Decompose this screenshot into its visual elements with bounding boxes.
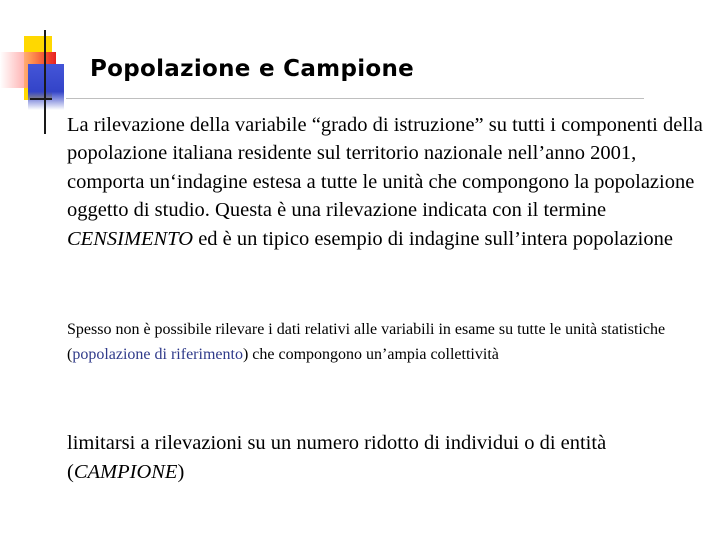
paragraph-census-tail: ed è un tipico esempio di indagine sull’intera popolazione	[193, 227, 673, 250]
decor-vertical-line	[44, 30, 46, 134]
paragraph-reference-tail: ) che compongono un’ampia collettività	[242, 345, 499, 363]
decor-blue-square	[28, 64, 64, 110]
title-divider	[66, 98, 644, 99]
paragraph-reference-population	[67, 318, 707, 367]
slide-title: Popolazione e Campione	[90, 56, 415, 82]
census-term: CENSIMENTO	[67, 227, 194, 250]
paragraph-census-text: La rilevazione della variabile “grado di istruzione” su tutti i componenti della popolazione italiana residente sul territorio nazionale nell’anno 2001, comporta un‘indagine estesa a tutte le unità che compongono la popolazione oggetto di studio. Questa è una rilevazione indicata con il termine	[67, 114, 703, 222]
paragraph-sample	[67, 429, 712, 487]
paragraph-reference-text: Spesso non è possibile rilevare i dati relativi alle variabili in esame su tutte le unità statistiche (	[67, 321, 666, 363]
sample-term: CAMPIONE	[73, 461, 178, 483]
paragraph-sample-text: limitarsi a rilevazioni su un numero ridotto di individui o di entità (	[67, 432, 607, 483]
decor-horizontal-line	[30, 98, 52, 100]
paragraph-sample-tail: )	[177, 461, 185, 483]
paragraph-census	[67, 111, 707, 253]
reference-population-term: popolazione di riferimento	[72, 345, 243, 363]
